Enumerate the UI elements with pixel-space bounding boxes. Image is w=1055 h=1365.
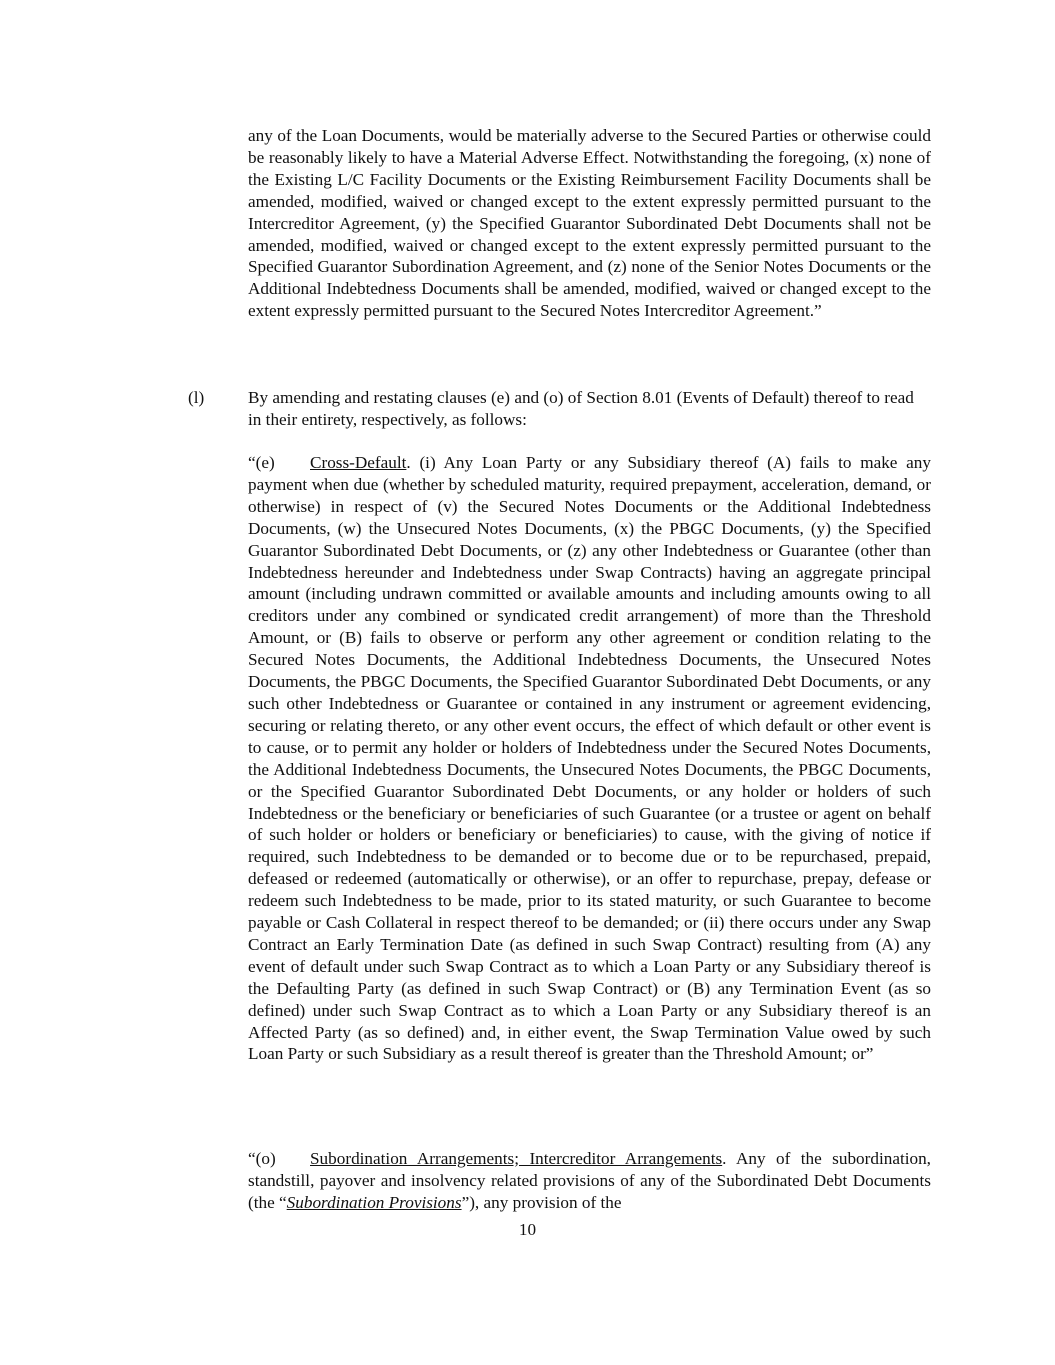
subclause-e-number: “(e): [248, 453, 275, 472]
subclause-e-heading: Cross-Default: [310, 453, 407, 472]
subclause-o-text-1: . Any of the subordination, standstill, payover and insolvency related provisions of any of the Subordinated Debt Documents (the “: [248, 1149, 931, 1212]
subclause-o: [248, 1148, 931, 1214]
subclause-o-heading: Subordination Arrangements; Intercreditor Arrangements: [310, 1149, 723, 1168]
subclause-e-text: (i) Any Loan Party or any Subsidiary thereof (A) fails to make any payment when due (whether by scheduled maturity, required prepayment, acceleration, demand, or otherwise) in respect of (v) the Secured Notes Documents or the Additional Indebtedness Documents, (w) the Unsecured Notes Documents, (x) the PBGC Documents, (y) the Specified Guarantor Subordinated Debt Documents, or (z) any other Indebtedness or Guarantee (other than Indebtedness hereunder and Indebtedness under Swap Contracts) having an aggregate principal amount (including undrawn committed or available amounts and including amounts owing to all creditors under any combined or syndicated credit arrangement) of more than the Threshold Amount, or (B) fails to observe or perform any other agreement or condition relating to the Secured Notes Documents, the Additional Indebtedness Documents, the Unsecured Notes Documents, the PBGC Documents, the Specified Guarantor Subordinated Debt Documents, or any such other Indebtedness or Guarantee or contained in any instrument or agreement evidencing, securing or relating thereto, or any other event occurs, the effect of which default or other event is to cause, or to permit any holder or holders of Indebtedness under the Secured Notes Documents, the Additional Indebtedness Documents, the Unsecured Notes Documents, the PBGC Documents, or the Specified Guarantor Subordinated Debt Documents, or any holder or holders of such Indebtedness or the beneficiary or beneficiaries of such Guarantee (or a trustee or agent on behalf of such holder or holders or beneficiary or beneficiaries) to cause, with the giving of notice if required, such Indebtedness to be demanded or to become due or to be repurchased, prepaid, defeased or redeemed (automatically or otherwise), or an offer to repurchase, prepay, defease or redeem such Indebtedness to be made, prior to its stated maturity, or such Guarantee to become payable or Cash Collateral in respect thereof to be demanded; or (ii) there occurs under any Swap Contract an Early Termination Date (as defined in such Swap Contract) resulting from (A) any event of default under such Swap Contract as to which a Loan Party or any Subsidiary thereof is the Defaulting Party (as defined in such Swap Contract) or (B) any Termination Event (as so defined) under such Swap Contract as to which a Loan Party or any Subsidiary thereof is an Affected Party (as so defined) and, in either event, the Swap Termination Value owed by such Loan Party or such Subsidiary as a result thereof is greater than the Threshold Amount; or”: [248, 453, 931, 1064]
subclause-o-text-2: ”), any provision of the: [461, 1192, 622, 1212]
continuation-paragraph: any of the Loan Documents, would be materially adverse to the Secured Parties or otherwise could be reasonably likely to have a Material Adverse Effect. Notwithstanding the foregoing, (x) none of the Existing L/C Facility Documents or the Existing Reimbursement Facility Documents shall be amended, modified, waived or changed except to the extent expressly permitted pursuant to the Intercreditor Agreement, (y) the Specified Guarantor Subordinated Debt Documents shall not be amended, modified, waived or changed except to the extent expressly permitted pursuant to the Specified Guarantor Subordination Agreement, and (z) none of the Senior Notes Documents or the Additional Indebtedness Documents shall be amended, modified, waived or changed except to the extent expressly permitted pursuant to the Secured Notes Intercreditor Agreement.”: [248, 126, 931, 321]
clause-label: (l): [188, 388, 205, 407]
subclause-o-number: “(o): [248, 1149, 276, 1168]
clause-l-text: By amending and restating clauses (e) and (o) of Section 8.01 (Events of Default) thereof to read in their entirety, respectively, as follows:: [248, 388, 914, 429]
page-number: 10: [518, 1220, 537, 1239]
subclause-e: [248, 452, 931, 1065]
defined-term: Subordination Provisions: [286, 1192, 462, 1212]
subclause-e-heading-period: .: [406, 453, 411, 472]
